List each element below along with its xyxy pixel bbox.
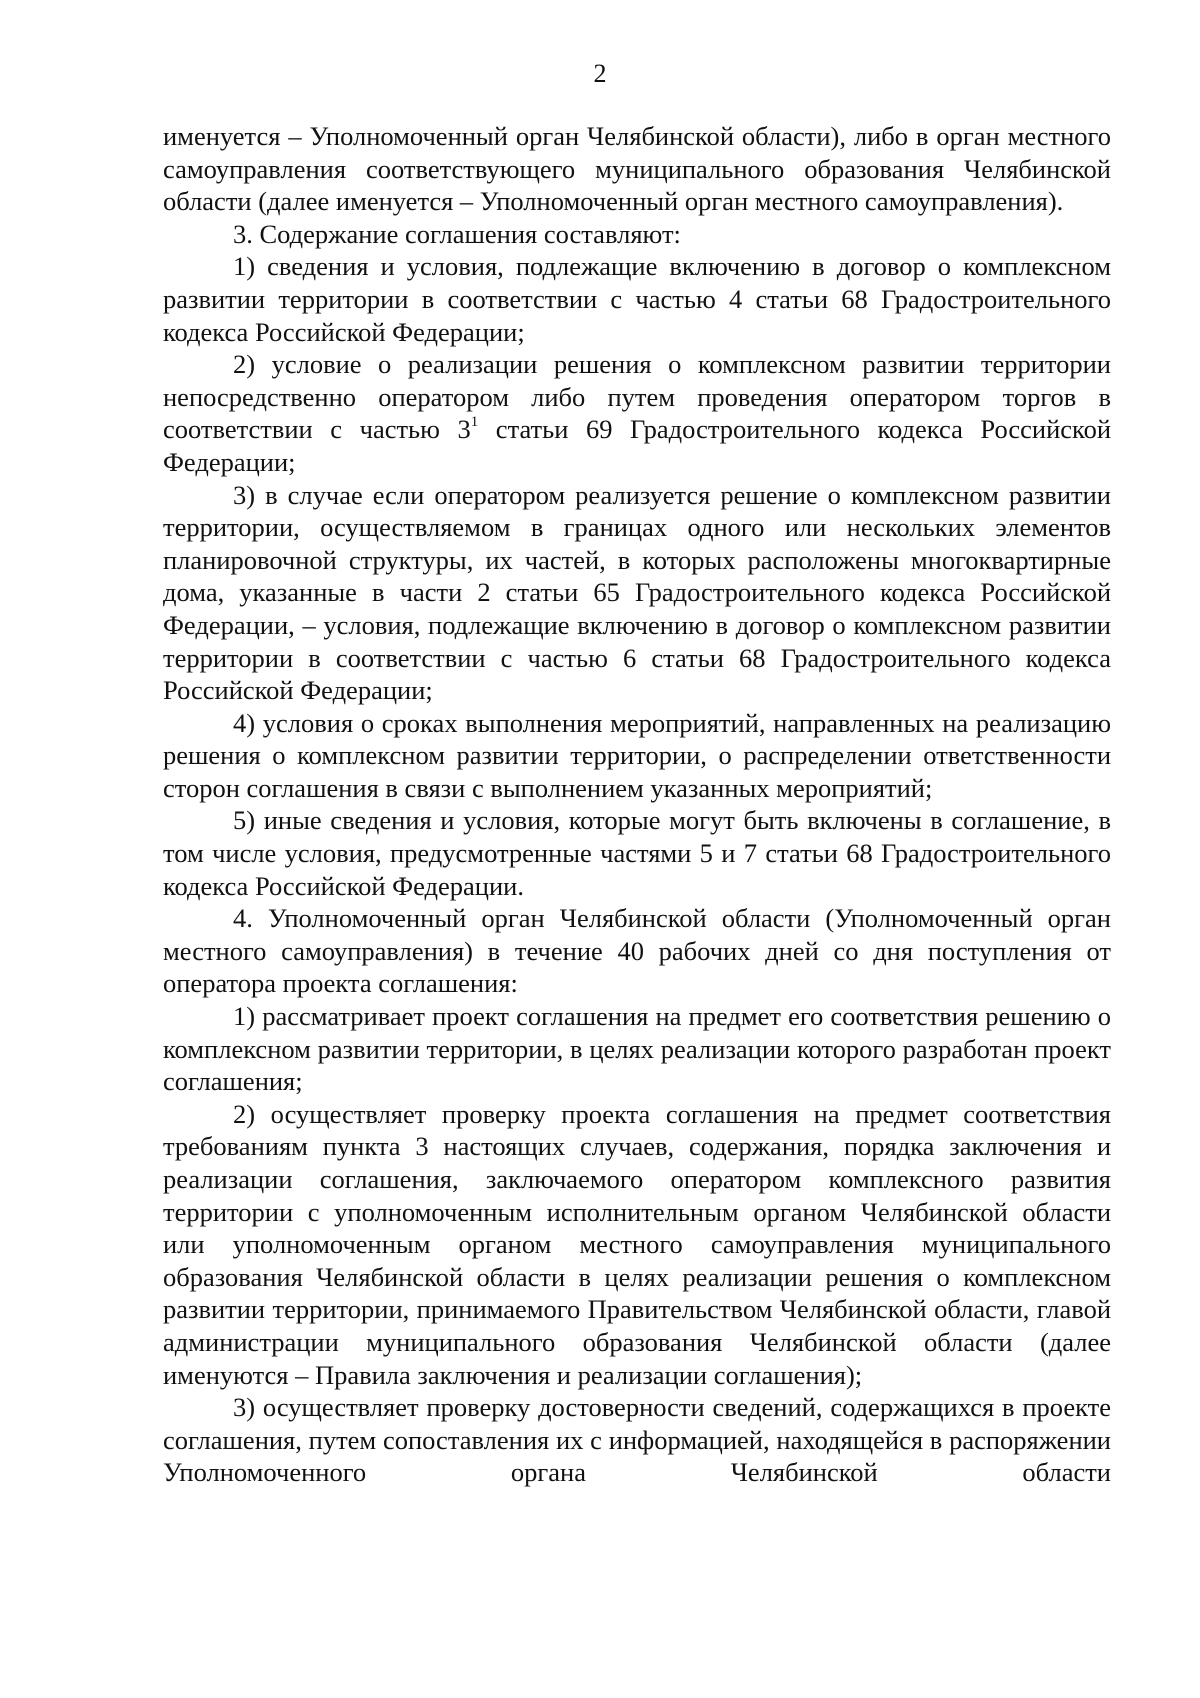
- paragraph-7: 5) иные сведения и условия, которые могут быть включены в соглашение, в том числе условия, предусмотренные частями 5 и 7 статьи 68 Градостроительного кодекса Российской Федерации.: [163, 805, 1111, 901]
- superscript: 1: [470, 414, 479, 431]
- paragraph-9: 1) рассматривает проект соглашения на предмет его соответствия решению о комплексном развитии территории, в целях реализации которого разработан проект соглашения;: [163, 1001, 1111, 1097]
- paragraph-11: 3) осуществляет проверку достоверности сведений, содержащихся в проекте соглашения, путем сопоставления их с информацией, находящейся в распоряжении Уполномоченного органа Челябинской области: [163, 1392, 1111, 1488]
- paragraph-6: 4) условия о сроках выполнения мероприятий, направленных на реализацию решения о комплексном развитии территории, о распределении ответственности сторон соглашения в связи с выполнением указанных мероприятий;: [163, 707, 1111, 803]
- document-body: [163, 120, 1111, 1489]
- paragraph-1: именуется – Уполномоченный орган Челябинской области), либо в орган местного самоуправления соответствующего муниципального образования Челябинской области (далее именуется – Уполномоченный орган местного самоуправления).: [163, 121, 1111, 217]
- paragraph-8: 4. Уполномоченный орган Челябинской области (Уполномоченный орган местного самоуправления) в течение 40 рабочих дней со дня поступления от оператора проекта соглашения:: [163, 903, 1111, 999]
- paragraph-4-text: 2) условие о реализации решения о комплексном развитии территории непосредственно оператором либо путем проведения оператором торгов в соответствии с частью 3: [163, 349, 1111, 445]
- paragraph-4: [163, 348, 1111, 478]
- page-number: 2: [593, 59, 607, 88]
- paragraph-2: 3. Содержание соглашения составляют:: [233, 218, 681, 249]
- paragraph-4-tail: статьи 69 Градостроительного кодекса Российской Федерации;: [163, 414, 1112, 477]
- paragraph-3: 1) сведения и условия, подлежащие включению в договор о комплексном развитии территории в соответствии с частью 4 статьи 68 Градостроительного кодекса Российской Федерации;: [163, 251, 1111, 347]
- paragraph-5: 3) в случае если оператором реализуется решение о комплексном развитии территории, осуществляемом в границах одного или нескольких элементов планировочной структуры, их частей, в которых расположены многоквартирные дома, указанные в части 2 статьи 65 Градостроительного кодекса Российской Федерации, – условия, подлежащие включению в договор о комплексном развитии территории в соответствии с частью 6 статьи 68 Градостроительного кодекса Российской Федерации;: [163, 479, 1111, 706]
- paragraph-10: 2) осуществляет проверку проекта соглашения на предмет соответствия требованиям пункта 3 настоящих случаев, содержания, порядка заключения и реализации соглашения, заключаемого оператором комплексного развития территории с уполномоченным исполнительным органом Челябинской области или уполномоченным органом местного самоуправления муниципального образования Челябинской области в целях реализации решения о комплексном развитии территории, принимаемого Правительством Челябинской области, главой администрации муниципального образования Челябинской области (далее именуются – Правила заключения и реализации соглашения);: [163, 1098, 1111, 1390]
